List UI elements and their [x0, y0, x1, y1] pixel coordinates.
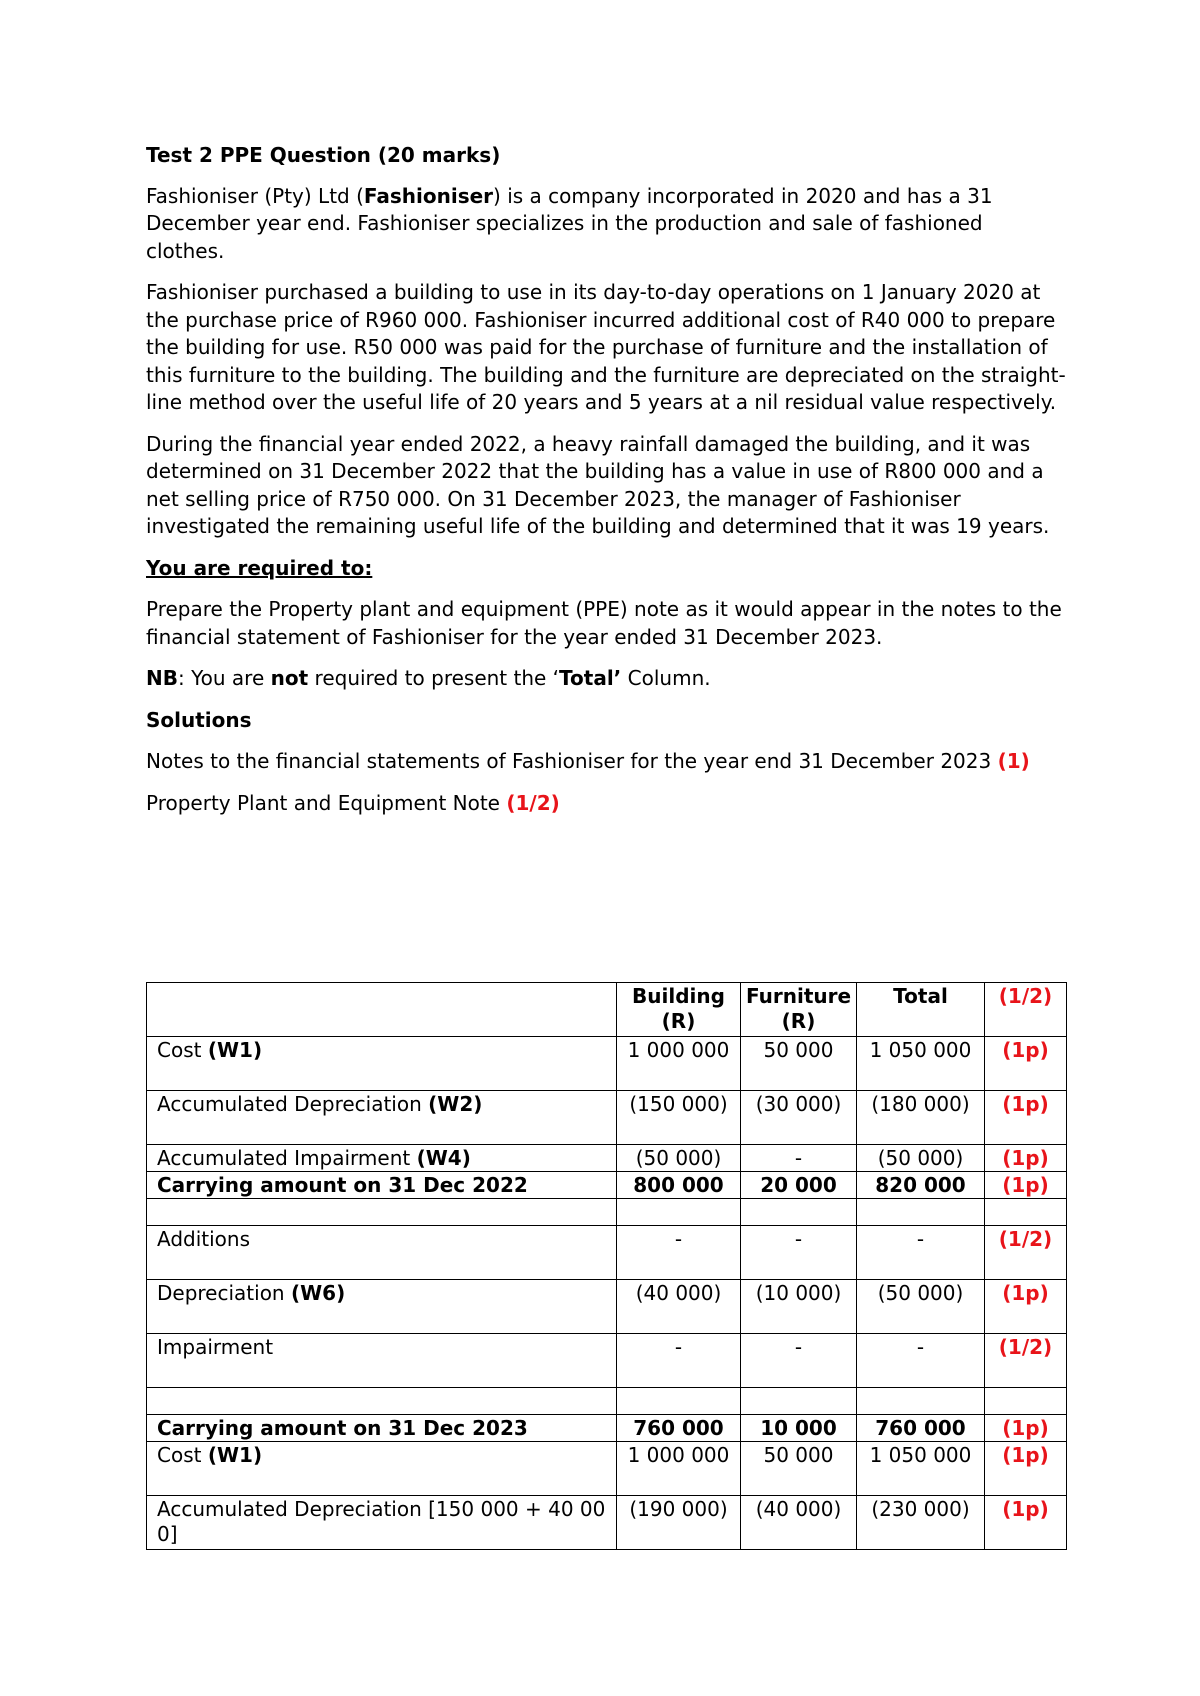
- cell-total: [857, 1199, 985, 1226]
- cell-furniture: [741, 1199, 857, 1226]
- header-label: [147, 983, 617, 1037]
- row-working-ref: (W4): [416, 1146, 471, 1170]
- cell-mark: [985, 1388, 1067, 1415]
- row-label-text: Accumulated Depreciation [150 000 + 40 000]: [157, 1497, 606, 1546]
- row-label: [147, 1496, 617, 1550]
- row-label: [147, 1442, 617, 1496]
- ppe-note-text: Property Plant and Equipment Note: [146, 790, 507, 815]
- row-label-text: Impairment: [157, 1335, 274, 1359]
- row-label-text: Carrying amount on 31 Dec 2023: [157, 1416, 528, 1440]
- table-row: [147, 1415, 1067, 1442]
- row-label-text: Accumulated Impairment: [157, 1146, 417, 1170]
- cell-mark: (1p): [985, 1415, 1067, 1442]
- cell-building: -: [617, 1226, 741, 1280]
- cell-mark: [985, 1199, 1067, 1226]
- row-label-text: Carrying amount on 31 Dec 2022: [157, 1173, 528, 1197]
- cell-mark: (1/2): [985, 1226, 1067, 1280]
- notes-heading: [146, 748, 1066, 776]
- table-row: [147, 1280, 1067, 1334]
- row-label-text: Accumulated Depreciation: [157, 1092, 429, 1116]
- intro-paragraph: [146, 183, 1066, 266]
- cell-total: (50 000): [857, 1280, 985, 1334]
- table-row: [147, 1226, 1067, 1280]
- cell-building: (40 000): [617, 1280, 741, 1334]
- cell-total: -: [857, 1334, 985, 1388]
- intro-text-start: Fashioniser (Pty) Ltd (: [146, 183, 364, 208]
- intro-text-end: ) is a company incorporated in 2020 and has a 31 December year end. Fashioniser specializes in the production and sale of fashioned clothes.: [146, 183, 993, 263]
- ppe-note-mark: (1/2): [506, 790, 560, 815]
- table-row: [147, 1442, 1067, 1496]
- nb-total: Total’: [559, 666, 622, 690]
- cell-furniture: (30 000): [741, 1091, 857, 1145]
- cell-mark: (1p): [985, 1145, 1067, 1172]
- required-text: Prepare the Property plant and equipment (PPE) note as it would appear in the notes to the financial statement of Fashioniser for the year ended 31 December 2023.: [146, 597, 1062, 649]
- cell-building: [617, 1388, 741, 1415]
- row-working-ref: (W6): [290, 1281, 346, 1305]
- cell-building: 800 000: [617, 1172, 741, 1199]
- cell-total: 1 050 000: [857, 1442, 985, 1496]
- row-label: [147, 1091, 617, 1145]
- cell-mark: (1p): [985, 1442, 1067, 1496]
- cell-furniture: 20 000: [741, 1172, 857, 1199]
- cell-mark: (1p): [985, 1037, 1067, 1091]
- row-label-text: Additions: [157, 1227, 251, 1251]
- row-label: [147, 1280, 617, 1334]
- cell-total: [857, 1388, 985, 1415]
- cell-total: (230 000): [857, 1496, 985, 1550]
- ppe-note-heading: [146, 790, 1066, 818]
- cell-mark: (1p): [985, 1280, 1067, 1334]
- notes-text: Notes to the financial statements of Fashioniser for the year end 31 December 2023: [146, 749, 998, 773]
- cell-mark: (1/2): [985, 1334, 1067, 1388]
- cell-total: -: [857, 1226, 985, 1280]
- row-label: [147, 1226, 617, 1280]
- cell-furniture: (10 000): [741, 1280, 857, 1334]
- row-label: [147, 1388, 617, 1415]
- table-row: [147, 1334, 1067, 1388]
- cell-total: (180 000): [857, 1091, 985, 1145]
- nb-text-a: : You are: [177, 666, 271, 690]
- cell-building: 1 000 000: [617, 1442, 741, 1496]
- cell-total: 820 000: [857, 1172, 985, 1199]
- cell-building: 760 000: [617, 1415, 741, 1442]
- nb-label: NB: [146, 666, 178, 690]
- cell-furniture: [741, 1388, 857, 1415]
- cell-building: (50 000): [617, 1145, 741, 1172]
- nb-text-b: required to present the ‘: [308, 666, 560, 690]
- cell-building: [617, 1199, 741, 1226]
- intro-company-name: Fashioniser: [363, 183, 494, 208]
- row-label: [147, 1037, 617, 1091]
- cell-furniture: -: [741, 1145, 857, 1172]
- cell-total: (50 000): [857, 1145, 985, 1172]
- nb-text-c: Column.: [621, 666, 711, 690]
- header-mark: (1/2): [985, 983, 1067, 1037]
- header-furniture: Furniture (R): [741, 983, 857, 1037]
- row-working-ref: (W2): [428, 1092, 483, 1116]
- row-label-text: Depreciation: [157, 1281, 291, 1305]
- notes-mark: (1): [997, 749, 1030, 773]
- document-page: [146, 142, 1066, 831]
- row-label-text: Cost: [157, 1038, 208, 1062]
- table-body: [147, 1037, 1067, 1550]
- cell-building: (150 000): [617, 1091, 741, 1145]
- cell-total: 1 050 000: [857, 1037, 985, 1091]
- cell-furniture: 10 000: [741, 1415, 857, 1442]
- table-row: [147, 1199, 1067, 1226]
- ppe-note-table: [146, 982, 1067, 1550]
- impairment-paragraph: During the financial year ended 2022, a heavy rainfall damaged the building, and it was determined on 31 December 2022 that the building has a value in use of R800 000 and a net selling price of R750 000. On 31 December 2023, the manager of Fashioniser investigated the remaining useful life of the building and determined that it was 19 years.: [146, 431, 1050, 538]
- cell-total: 760 000: [857, 1415, 985, 1442]
- cell-building: 1 000 000: [617, 1037, 741, 1091]
- table-row: [147, 1037, 1067, 1091]
- cell-mark: (1p): [985, 1091, 1067, 1145]
- table-row: [147, 1172, 1067, 1199]
- cell-furniture: 50 000: [741, 1442, 857, 1496]
- table-row: [147, 1091, 1067, 1145]
- table-row: [147, 1388, 1067, 1415]
- cell-building: -: [617, 1334, 741, 1388]
- cell-mark: (1p): [985, 1496, 1067, 1550]
- header-building: Building (R): [617, 983, 741, 1037]
- nb-not: not: [270, 666, 309, 690]
- nb-note: [146, 665, 1066, 693]
- row-label: [147, 1172, 617, 1199]
- row-label-text: Cost: [157, 1443, 208, 1467]
- row-label: [147, 1415, 617, 1442]
- cell-furniture: -: [741, 1334, 857, 1388]
- cell-furniture: 50 000: [741, 1037, 857, 1091]
- row-label: [147, 1145, 617, 1172]
- purchase-paragraph: Fashioniser purchased a building to use in its day-to-day operations on 1 January 2020 at the purchase price of R960 000. Fashioniser incurred additional cost of R40 000 to prepare the building for use. R50 000 was paid for the purchase of furniture and the installation of this furniture to the building. The building and the furniture are depreciated on the straight-line method over the useful life of 20 years and 5 years at a nil residual value respectively.: [146, 280, 1066, 414]
- row-label: [147, 1199, 617, 1226]
- required-heading: You are required to:: [146, 555, 373, 580]
- cell-building: (190 000): [617, 1496, 741, 1550]
- cell-furniture: (40 000): [741, 1496, 857, 1550]
- row-working-ref: (W1): [207, 1038, 263, 1062]
- header-total: Total: [857, 983, 985, 1037]
- cell-furniture: -: [741, 1226, 857, 1280]
- question-title: Test 2 PPE Question (20 marks): [146, 143, 501, 167]
- table-header-row: [147, 983, 1067, 1037]
- row-label: [147, 1334, 617, 1388]
- solutions-heading: Solutions: [146, 707, 252, 732]
- cell-mark: (1p): [985, 1172, 1067, 1199]
- row-working-ref: (W1): [207, 1443, 263, 1467]
- table-row: [147, 1496, 1067, 1550]
- table-row: [147, 1145, 1067, 1172]
